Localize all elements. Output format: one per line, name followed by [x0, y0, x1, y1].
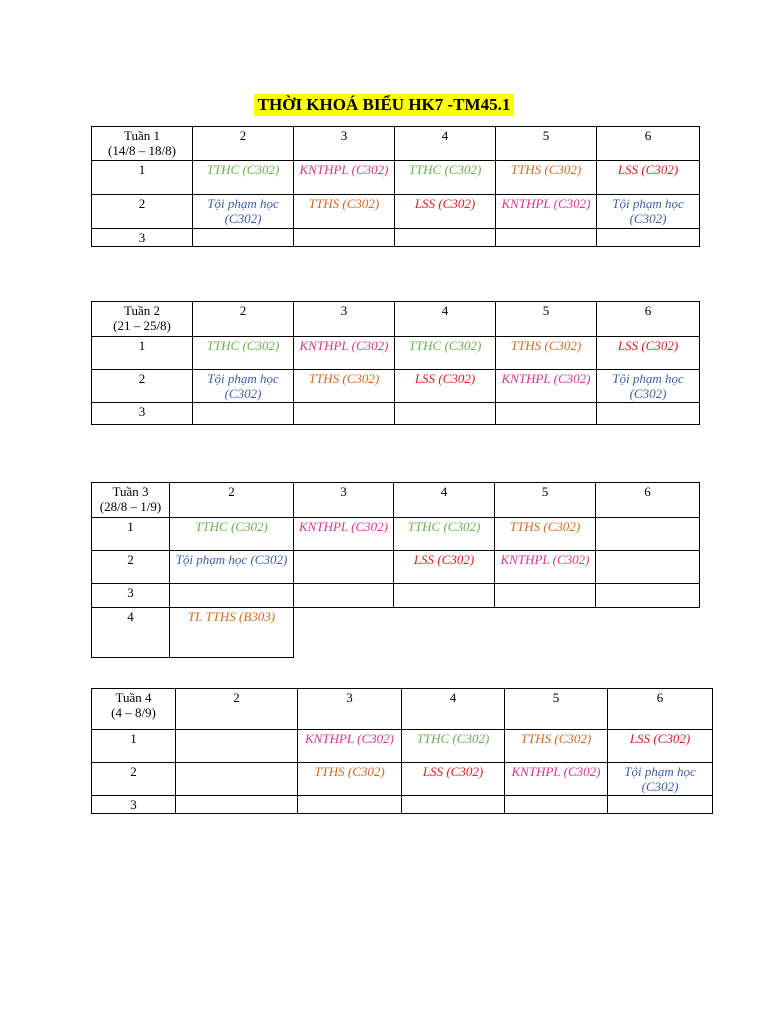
week-4-day-5: 5: [505, 689, 608, 730]
week-4-period-3-day-3-cell: [298, 796, 402, 814]
week-2-period-2-day-3-cell: [294, 370, 395, 403]
class-name: TTHS: [520, 731, 552, 746]
class-entry: [195, 162, 291, 177]
week-1-period-2-day-6-cell: [597, 195, 700, 229]
class-room: (C302): [544, 338, 582, 353]
class-entry: [498, 371, 594, 386]
week-3-period-3-day-6-cell: [596, 584, 700, 608]
class-room: (C302): [444, 338, 482, 353]
class-name: TTHS: [314, 764, 345, 779]
week-3-period-2-day-2-cell: [170, 551, 294, 584]
empty-space: [394, 608, 495, 658]
class-entry: [172, 552, 291, 567]
week-2-period-2-number: 2: [92, 370, 193, 403]
week-1-period-1-day-2-cell: [193, 161, 294, 195]
class-name: Tội phạm học: [624, 764, 696, 779]
week-3-period-3-day-3-cell: [294, 584, 394, 608]
week-3-period-1-number: 1: [92, 518, 170, 551]
class-entry: [498, 338, 594, 353]
week-2-period-1-day-6-cell: [597, 337, 700, 370]
week-3-period-2-day-6-cell: [596, 551, 700, 584]
week-2-day-2: 2: [193, 302, 294, 337]
week-1-period-2-day-5-cell: [496, 195, 597, 229]
week-4-day-2: 2: [176, 689, 298, 730]
week-4-dates: (4 – 8/9): [111, 705, 156, 720]
week-3-period-1-row: [92, 518, 700, 551]
week-3-period-2-day-4-cell: [394, 551, 495, 584]
class-room: (C302): [242, 338, 280, 353]
week-3-period-1-day-2-cell: [170, 518, 294, 551]
class-entry: [296, 162, 392, 177]
class-entry: [397, 196, 493, 211]
empty-space: [596, 608, 700, 658]
week-4-period-1-day-5-cell: [505, 730, 608, 763]
week-1-day-2: 2: [193, 127, 294, 161]
class-entry: [195, 371, 291, 401]
class-room: (C302): [629, 211, 667, 226]
week-1-period-3-day-4-cell: [395, 229, 496, 247]
week-4-period-1-day-2-cell: [176, 730, 298, 763]
week-4-period-3-number: 3: [92, 796, 176, 814]
week-2-period-2-day-5-cell: [496, 370, 597, 403]
week-2-period-3-day-4-cell: [395, 403, 496, 425]
week-4-day-3: 3: [298, 689, 402, 730]
week-2-dates: (21 – 25/8): [113, 318, 171, 333]
class-name: KNTHPL: [511, 764, 561, 779]
class-room: (C302): [342, 371, 380, 386]
class-entry: [497, 519, 593, 534]
week-3-period-1-day-6-cell: [596, 518, 700, 551]
class-room: (C302): [641, 162, 679, 177]
week-3-period-3-row: [92, 584, 700, 608]
class-room: (C302): [230, 519, 268, 534]
class-entry: [498, 196, 594, 211]
class-name: Tội phạm học: [175, 552, 248, 567]
class-name: KNTHPL: [305, 731, 354, 746]
week-1-period-3-day-3-cell: [294, 229, 395, 247]
week-3-dates: (28/8 – 1/9): [99, 499, 162, 514]
class-name: TTHC: [206, 162, 240, 177]
class-room: (C302): [242, 162, 280, 177]
week-4-period-1-row: [92, 730, 713, 763]
week-3-period-2-day-5-cell: [495, 551, 596, 584]
class-room: (C302): [437, 552, 475, 567]
class-entry: [404, 764, 502, 779]
class-entry: [172, 609, 291, 624]
week-2-day-5: 5: [496, 302, 597, 337]
class-room: (C302): [446, 764, 484, 779]
class-room: (C302): [351, 519, 388, 534]
class-entry: [195, 196, 291, 226]
week-1-period-3-day-6-cell: [597, 229, 700, 247]
week-3-period-2-row: [92, 551, 700, 584]
class-entry: [397, 371, 493, 386]
week-3-table: [91, 482, 700, 658]
week-3-period-1-day-5-cell: [495, 518, 596, 551]
class-entry: [396, 519, 492, 534]
class-name: Tội phạm học: [207, 196, 279, 211]
class-room: (C302): [641, 779, 679, 794]
class-entry: [610, 731, 710, 746]
week-2-period-3-day-5-cell: [496, 403, 597, 425]
class-entry: [396, 552, 492, 567]
week-4-period-1-day-4-cell: [402, 730, 505, 763]
class-room: (C302): [351, 338, 389, 353]
class-room: (C302): [444, 162, 482, 177]
week-1-period-1-number: 1: [92, 161, 193, 195]
week-1-period-3-row: [92, 229, 700, 247]
class-name: TL TTHS: [187, 609, 236, 624]
class-entry: [599, 162, 697, 177]
class-name: KNTHPL: [299, 338, 349, 353]
week-4-period-3-day-4-cell: [402, 796, 505, 814]
week-4-period-1-day-3-cell: [298, 730, 402, 763]
class-entry: [300, 731, 399, 746]
week-2-day-4: 4: [395, 302, 496, 337]
class-room: (C302): [653, 731, 691, 746]
week-3-period-3-day-2-cell: [170, 584, 294, 608]
class-room: (C302): [543, 519, 581, 534]
class-name: LSS: [414, 196, 436, 211]
class-room: (C302): [347, 764, 385, 779]
class-room: (C302): [224, 211, 262, 226]
week-4-period-3-day-2-cell: [176, 796, 298, 814]
week-4-period-3-row: [92, 796, 713, 814]
week-2-period-2-day-4-cell: [395, 370, 496, 403]
class-entry: [296, 371, 392, 386]
week-3-period-2-number: 2: [92, 551, 170, 584]
week-1-period-3-day-2-cell: [193, 229, 294, 247]
week-3-day-6: 6: [596, 483, 700, 518]
class-entry: [507, 764, 605, 779]
class-room: (C302): [563, 764, 601, 779]
week-2-period-2-day-2-cell: [193, 370, 294, 403]
week-4-period-3-day-5-cell: [505, 796, 608, 814]
week-2-period-3-row: [92, 403, 700, 425]
class-entry: [296, 338, 392, 353]
class-room: (C302): [250, 552, 288, 567]
week-3-period-1-day-4-cell: [394, 518, 495, 551]
class-entry: [172, 519, 291, 534]
class-entry: [507, 731, 605, 746]
class-entry: [397, 338, 493, 353]
class-name: LSS: [617, 162, 639, 177]
week-4-period-3-day-6-cell: [608, 796, 713, 814]
week-4-period-2-day-4-cell: [402, 763, 505, 796]
class-room: (C302): [351, 162, 389, 177]
week-4-day-6: 6: [608, 689, 713, 730]
week-3-period-4-number: 4: [92, 608, 170, 658]
class-name: KNTHPL: [501, 196, 551, 211]
week-2-period-1-day-5-cell: [496, 337, 597, 370]
class-name: LSS: [422, 764, 444, 779]
week-4-period-1-number: 1: [92, 730, 176, 763]
week-3-day-3: 3: [294, 483, 394, 518]
class-name: LSS: [414, 371, 436, 386]
class-entry: [195, 338, 291, 353]
class-name: TTHS: [510, 162, 542, 177]
class-name: TTHC: [416, 731, 450, 746]
week-4-label-cell: [92, 689, 176, 730]
class-name: Tội phạm học: [207, 371, 279, 386]
week-2-period-1-number: 1: [92, 337, 193, 370]
week-4-period-2-day-2-cell: [176, 763, 298, 796]
week-3-header-row: [92, 483, 700, 518]
week-2-day-3: 3: [294, 302, 395, 337]
class-entry: [397, 162, 493, 177]
class-entry: [599, 338, 697, 353]
class-name: TTHS: [308, 196, 340, 211]
week-1-period-2-row: [92, 195, 700, 229]
week-2-period-2-row: [92, 370, 700, 403]
class-entry: [296, 519, 391, 534]
title-container: [0, 94, 768, 116]
week-4-label: Tuần 4: [115, 690, 152, 705]
week-4-period-2-day-3-cell: [298, 763, 402, 796]
week-1-period-1-day-4-cell: [395, 161, 496, 195]
week-1-period-1-day-3-cell: [294, 161, 395, 195]
week-2-table: [91, 301, 700, 425]
class-name: LSS: [413, 552, 435, 567]
week-3-day-2: 2: [170, 483, 294, 518]
week-1-label: Tuần 1: [123, 128, 160, 143]
week-2-period-3-day-2-cell: [193, 403, 294, 425]
week-1-day-5: 5: [496, 127, 597, 161]
week-3-label: Tuần 3: [112, 484, 149, 499]
week-4-period-1-day-6-cell: [608, 730, 713, 763]
class-room: (C302): [357, 731, 394, 746]
week-2-period-1-day-4-cell: [395, 337, 496, 370]
week-1-table: [91, 126, 700, 247]
week-3-day-4: 4: [394, 483, 495, 518]
week-3-period-3-day-5-cell: [495, 584, 596, 608]
week-1-day-3: 3: [294, 127, 395, 161]
class-entry: [610, 764, 710, 794]
empty-space: [294, 608, 394, 658]
class-room: (C302): [553, 196, 591, 211]
week-1-period-2-day-3-cell: [294, 195, 395, 229]
week-2-label-cell: [92, 302, 193, 337]
class-entry: [599, 371, 697, 401]
week-3-period-1-day-3-cell: [294, 518, 394, 551]
week-1-period-3-number: 3: [92, 229, 193, 247]
class-room: (C302): [443, 519, 481, 534]
class-entry: [296, 196, 392, 211]
class-name: TTHC: [195, 519, 228, 534]
week-1-period-1-day-6-cell: [597, 161, 700, 195]
week-2-label: Tuần 2: [123, 303, 160, 318]
class-room: (C302): [224, 386, 262, 401]
week-3-label-cell: [92, 483, 170, 518]
class-name: LSS: [617, 338, 639, 353]
class-name: TTHC: [408, 162, 442, 177]
class-name: KNTHPL: [299, 519, 348, 534]
class-room: (C302): [438, 371, 476, 386]
class-name: TTHS: [509, 519, 541, 534]
class-room: (C302): [438, 196, 476, 211]
week-2-period-1-day-3-cell: [294, 337, 395, 370]
empty-space: [495, 608, 596, 658]
week-3-period-3-day-4-cell: [394, 584, 495, 608]
week-3-period-4-row: [92, 608, 700, 658]
class-entry: [300, 764, 399, 779]
week-4-period-2-day-6-cell: [608, 763, 713, 796]
week-3-period-4-day-2-cell: [170, 608, 294, 658]
week-3-period-3-number: 3: [92, 584, 170, 608]
class-name: KNTHPL: [501, 371, 551, 386]
class-name: TTHS: [510, 338, 542, 353]
week-2-day-6: 6: [597, 302, 700, 337]
week-1-period-3-day-5-cell: [496, 229, 597, 247]
week-4-period-2-day-5-cell: [505, 763, 608, 796]
week-4-period-2-number: 2: [92, 763, 176, 796]
class-name: KNTHPL: [299, 162, 349, 177]
class-room: (C302): [641, 338, 679, 353]
week-4-table: [91, 688, 713, 814]
week-2-period-3-day-6-cell: [597, 403, 700, 425]
week-2-period-1-day-2-cell: [193, 337, 294, 370]
class-name: TTHC: [407, 519, 441, 534]
week-2-period-3-day-3-cell: [294, 403, 395, 425]
week-2-period-1-row: [92, 337, 700, 370]
class-name: LSS: [629, 731, 651, 746]
week-2-header-row: [92, 302, 700, 337]
week-3-day-5: 5: [495, 483, 596, 518]
class-room: (C302): [552, 552, 590, 567]
class-name: Tội phạm học: [612, 371, 684, 386]
week-1-day-6: 6: [597, 127, 700, 161]
class-entry: [498, 162, 594, 177]
week-4-header-row: [92, 689, 713, 730]
class-room: (C302): [544, 162, 582, 177]
class-entry: [599, 196, 697, 226]
class-room: (B303): [238, 609, 276, 624]
class-entry: [404, 731, 502, 746]
week-1-header-row: [92, 127, 700, 161]
week-1-label-cell: [92, 127, 193, 161]
week-4-period-2-row: [92, 763, 713, 796]
week-2-period-3-number: 3: [92, 403, 193, 425]
class-entry: [497, 552, 593, 567]
class-room: (C302): [342, 196, 380, 211]
class-name: TTHC: [408, 338, 442, 353]
page-title: THỜI KHOÁ BIỂU HK7 -TM45.1: [254, 94, 515, 116]
class-room: (C302): [629, 386, 667, 401]
class-name: TTHC: [206, 338, 240, 353]
week-1-period-1-row: [92, 161, 700, 195]
class-room: (C302): [452, 731, 490, 746]
week-1-period-2-day-4-cell: [395, 195, 496, 229]
class-room: (C302): [554, 731, 592, 746]
class-name: KNTHPL: [500, 552, 550, 567]
week-1-period-2-day-2-cell: [193, 195, 294, 229]
week-3-period-2-day-3-cell: [294, 551, 394, 584]
week-2-period-2-day-6-cell: [597, 370, 700, 403]
week-1-period-1-day-5-cell: [496, 161, 597, 195]
class-name: TTHS: [308, 371, 340, 386]
class-name: Tội phạm học: [612, 196, 684, 211]
week-1-dates: (14/8 – 18/8): [108, 143, 176, 158]
week-1-day-4: 4: [395, 127, 496, 161]
week-4-day-4: 4: [402, 689, 505, 730]
class-room: (C302): [553, 371, 591, 386]
week-1-period-2-number: 2: [92, 195, 193, 229]
